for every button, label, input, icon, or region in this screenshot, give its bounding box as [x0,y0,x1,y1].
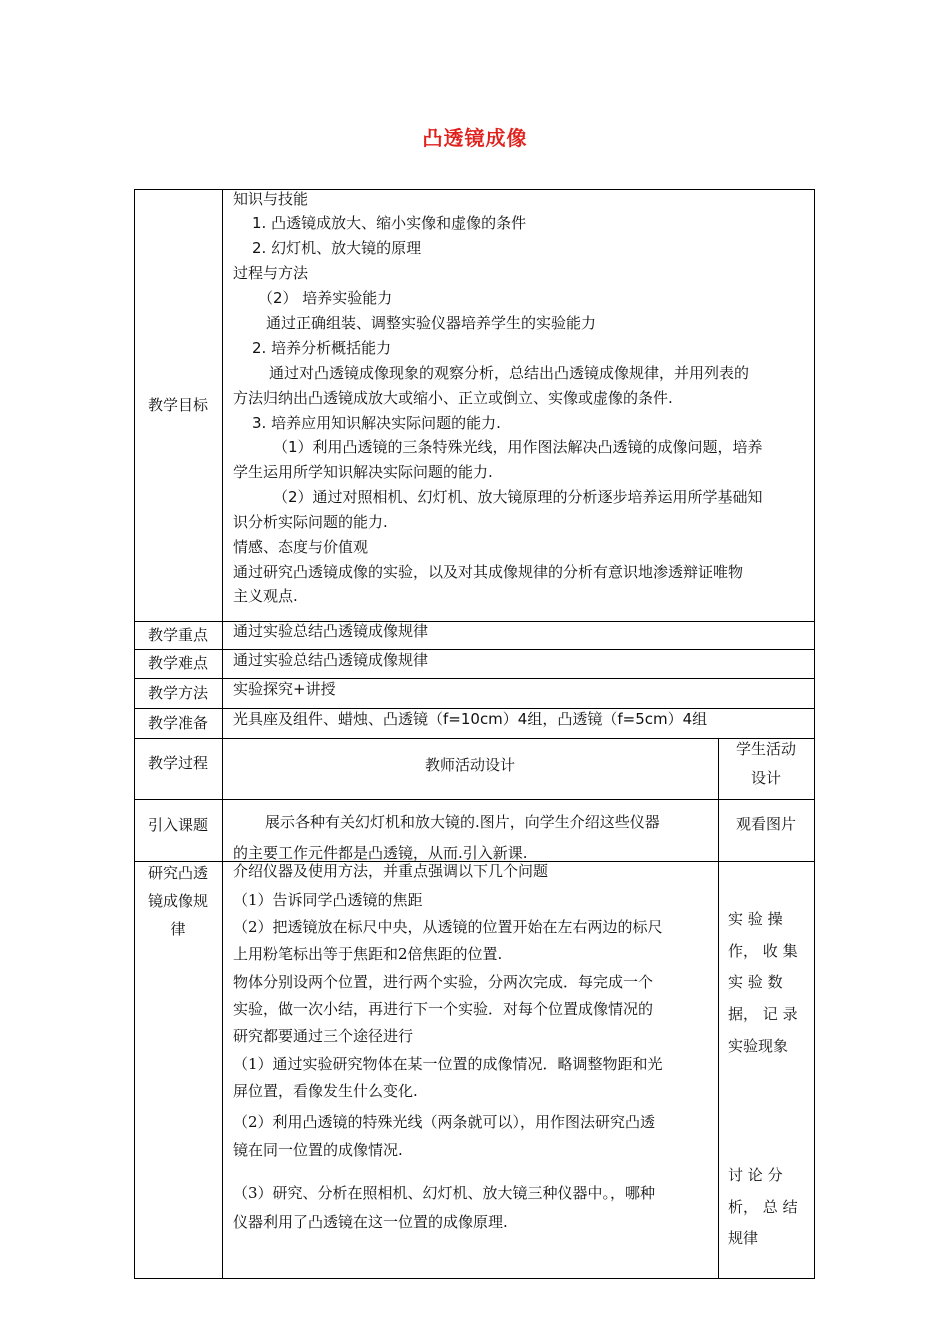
process-label: 教学过程 [147,754,208,772]
student-activity-line [728,1160,806,1192]
research-line: 仪器利用了凸透镜在这一位置的成像原理. [233,1213,508,1231]
research-line: 屏位置，看像发生什么变化. [233,1082,418,1100]
objective-line: 情感、态度与价值观 [233,538,369,556]
student-activity-char: 分 [767,1166,783,1184]
student-activity-char: 录 [782,1005,798,1024]
research-line: 介绍仪器及使用方法，并重点强调以下几个问题 [233,862,549,880]
teacher-activity-header: 教师活动设计 [424,756,515,774]
objective-line: 1. 凸透镜成放大、缩小实像和虚像的条件 [252,214,527,232]
difficulty-value: 通过实验总结凸透镜成像规律 [233,651,429,669]
research-line: （1）通过实验研究物体在某一位置的成像情况．略调整物距和光 [233,1055,663,1073]
student-activity-line [728,1192,806,1224]
preparation-value: 光具座及组件、蜡烛、凸透镜（f=10cm）4组，凸透镜（f=5cm）4组 [233,710,708,728]
research-label-line1: 研究凸透 [147,864,208,882]
objective-line: 知识与技能 [233,190,309,208]
student-activity-header-line2: 设计 [750,769,781,787]
intro-line: 的主要工作元件都是凸透镜，从而.引入新课. [233,844,528,862]
objective-line: 2. 培养分析概括能力 [252,339,392,357]
method-label: 教学方法 [147,684,208,702]
table-border-right [814,189,815,1279]
student-activity-char: 讨 [728,1166,744,1184]
student-activity-char: 结 [782,1197,798,1216]
student-activity-header-line1: 学生活动 [735,740,796,758]
objective-line: 通过研究凸透镜成像的实验，以及对其成像规律的分析有意识地渗透辩证唯物 [233,563,744,581]
student-activity-line: 规律 [728,1229,759,1248]
student-activity-char: 作， [728,941,759,960]
student-activity-char: 实 [728,973,744,992]
student-activity-char: 记 [762,1005,778,1024]
student-activity-char: 据， [728,1005,759,1024]
research-student-activity-a [728,904,806,1063]
research-line: （3）研究、分析在照相机、幻灯机、放大镜三种仪器中。，哪种 [233,1184,656,1202]
objective-line: 过程与方法 [233,264,309,282]
objective-line: 通过对凸透镜成像现象的观察分析，总结出凸透镜成像规律，并用列表的 [269,364,750,382]
page-title: 凸透镜成像 [422,126,528,150]
research-line: 实验，做一次小结，再进行下一个实验．对每个位置成像情况的 [233,1000,654,1018]
research-line: 物体分别设两个位置，进行两个实验，分两次完成．每完成一个 [233,973,654,991]
research-label-line2: 镜成像规 [147,892,208,910]
student-activity-char: 验 [747,910,763,928]
student-activity-char: 论 [747,1166,763,1184]
objective-line: （1）利用凸透镜的三条特殊光线，用作图法解决凸透镜的成像问题，培养 [273,438,763,456]
student-activity-line [728,967,806,999]
difficulty-label: 教学难点 [147,654,208,672]
research-line: （2）把透镜放在标尺中央，从透镜的位置开始在左右两边的标尺 [233,918,663,936]
objective-line: 方法归纳出凸透镜成放大或缩小、正立或倒立、实像或虚像的条件. [233,389,673,407]
intro-label: 引入课题 [147,816,208,834]
focus-label: 教学重点 [147,626,208,644]
objective-line: 学生运用所学知识解决实际问题的能力. [233,463,493,481]
objective-line: 2. 幻灯机、放大镜的原理 [252,239,422,257]
research-line: 上用粉笔标出等于焦距和2倍焦距的位置. [233,945,503,963]
research-line: （1）告诉同学凸透镜的焦距 [233,891,423,909]
preparation-label: 教学准备 [147,714,208,732]
student-activity-char: 验 [747,973,763,992]
table-border-left [134,189,135,1279]
table-divider [134,738,815,739]
focus-value: 通过实验总结凸透镜成像规律 [233,622,429,640]
student-activity-line [728,936,806,968]
student-activity-char: 集 [782,941,798,960]
student-activity-char: 实 [728,910,744,928]
research-line: 镜在同一位置的成像情况. [233,1141,403,1159]
research-label-line3: 律 [170,920,186,938]
research-line: （2）利用凸透镜的特殊光线（两条就可以），用作图法研究凸透 [233,1113,656,1131]
student-activity-char: 操 [767,910,783,928]
method-value: 实验探究+讲授 [233,680,336,698]
objective-line: 识分析实际问题的能力. [233,513,388,531]
student-activity-char: 析， [728,1197,759,1216]
student-activity-line [728,904,806,936]
intro-student-activity: 观看图片 [735,815,796,833]
research-student-activity-b [728,1160,806,1255]
objective-line: （2） 培养实验能力 [258,289,393,307]
objective-line: 3. 培养应用知识解决实际问题的能力. [252,414,501,432]
table-divider [134,799,815,800]
objective-line: （2）通过对照相机、幻灯机、放大镜原理的分析逐步培养运用所学基础知 [273,488,763,506]
student-activity-char: 收 [762,941,778,960]
objective-line: 通过正确组装、调整实验仪器培养学生的实验能力 [266,314,597,332]
table-border-bottom [134,1278,815,1279]
objective-line: 主义观点. [233,587,298,605]
student-activity-char: 总 [762,1197,778,1216]
objectives-label: 教学目标 [147,396,208,414]
table-column-divider [222,189,223,1279]
student-activity-line [728,999,806,1031]
research-line: 研究都要通过三个途径进行 [233,1027,414,1045]
student-activity-line: 实验现象 [728,1036,789,1055]
student-activity-char: 数 [767,973,783,992]
intro-line: 展示各种有关幻灯机和放大镜的.图片，向学生介绍这些仪器 [265,813,660,831]
